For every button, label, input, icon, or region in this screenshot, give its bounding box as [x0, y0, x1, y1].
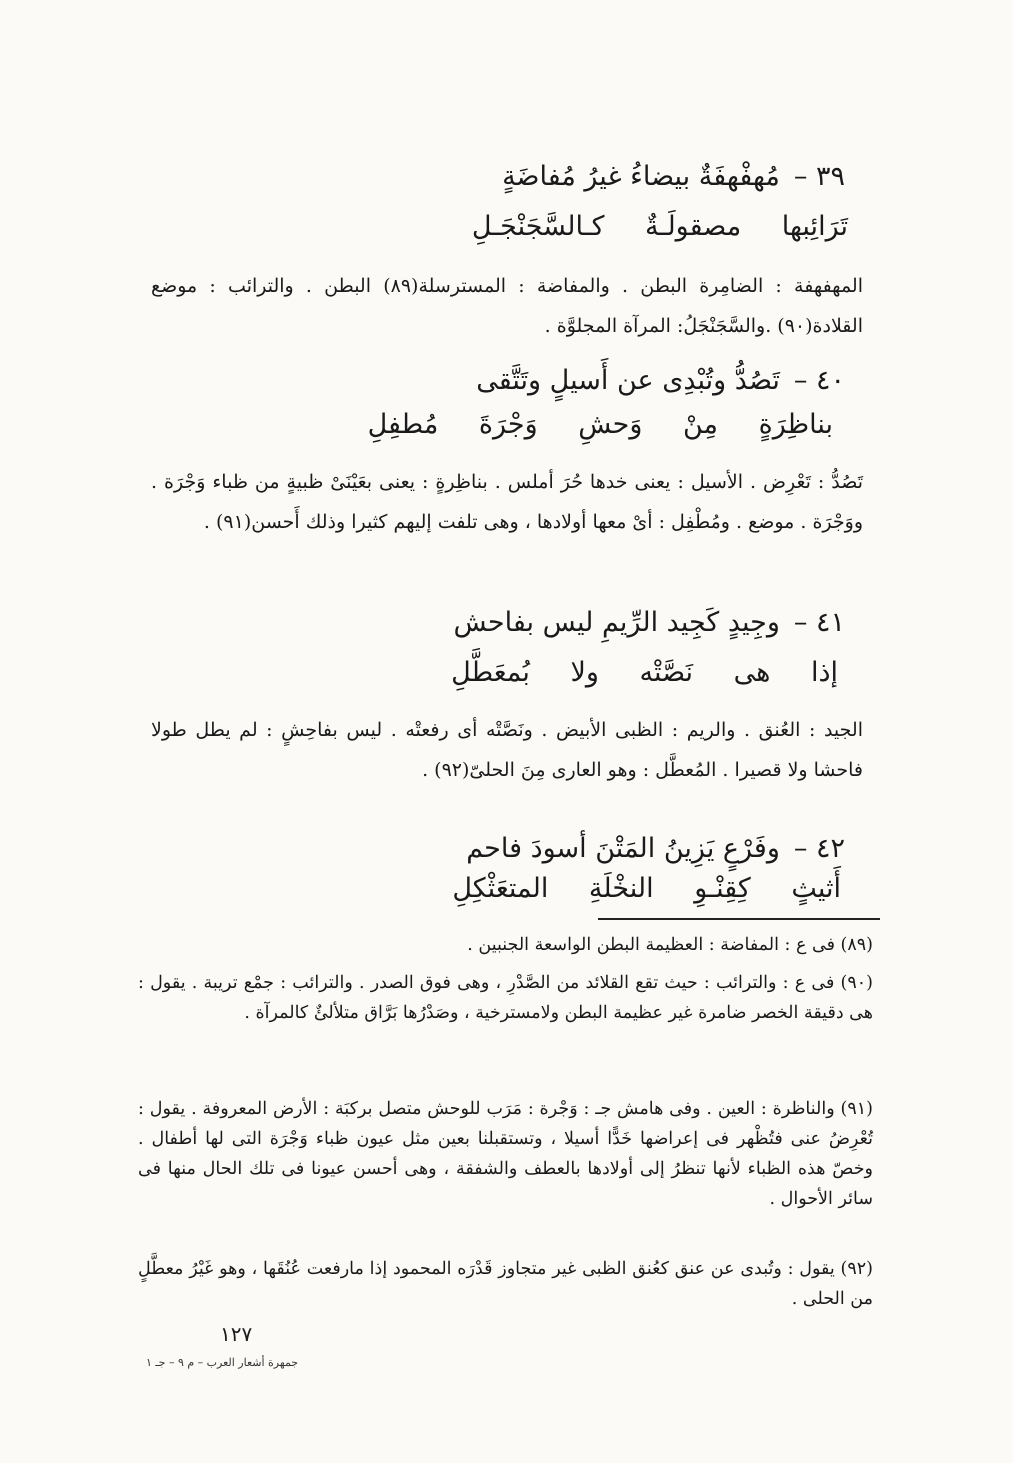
printer-signature: جمهرة أشعار العرب – م ٩ – جـ ١	[146, 1356, 299, 1369]
hemistich-1: وفَرْعٍ يَزِينُ المَتْنَ أسودَ فاحم	[466, 833, 780, 864]
verse-39-first-hemistich	[145, 160, 845, 194]
verse-42-first-hemistich	[145, 832, 845, 866]
verse-39-second-hemistich: تَرَائِبها مصقولَـةٌ كـالسَّجَنْجَـلِ	[471, 211, 848, 242]
footnote-92: (٩٢) يقول : وتُبدى عن عنق كعُنق الظبى غير متجاوز قَدْرَه المحمود إذا مارفعت عُنُقَها ، وهو غَيْرُ معطَّلٍ من الحلى .	[138, 1259, 873, 1309]
verse-40-second-hemistich: بناظِرَةٍ مِنْ وَحشِ وَجْرَةَ مُطفِلِ	[367, 409, 833, 440]
verse-number: ٣٩ –	[793, 161, 845, 192]
verse-number: ٤١ –	[793, 607, 845, 638]
verse-number: ٤٢ –	[793, 833, 845, 864]
footnote-separator	[598, 918, 880, 920]
verse-42-second-hemistich: أَثيثٍ كِقِنْـوِ النخْلَةِ المتعَثْكِلِ	[452, 873, 841, 904]
hemistich-1: وجِيدٍ كَجِيد الرِّيمِ ليس بفاحش	[453, 607, 780, 638]
verse-41-second-hemistich: إذا هى نَصَّتْه ولا بُمعَطَّلِ	[451, 657, 838, 688]
commentary-41: الجيد : العُنق . والريم : الظبى الأبيض . ونَصَّتْه أى رفعتْه . ليس بفاحِشٍ : لم يطل طولا فاحشا ولا قصيرا . المُعطَّل : وهو العارى مِنَ الحلىّ(٩٢) .	[151, 719, 863, 781]
hemistich-1: تَصُدُّ وتُبْدِى عن أَسيلٍ وتَتَّقى	[476, 365, 780, 396]
commentary-39: المهفهفة : الضامِرة البطن . والمفاضة : المسترسلة(٨٩) البطن . والترائب : موضع القلادة(٩٠) .والسَّجَنْجَلُ: المرآة المجلوَّة .	[151, 275, 863, 337]
verse-41-first-hemistich	[145, 606, 845, 640]
page-number: ١٢٧	[220, 1322, 253, 1346]
verse-number: ٤٠ –	[793, 365, 845, 396]
commentary-40: تَصُدُّ : تَعْرِض . الأسيل : يعنى خدها حُرَ أملس . بناظِرةٍ : يعنى بعَيْنَىْ ظبيةٍ من ظباء وَجْرَة . ووَجْرَة . موضع . ومُطْفِل : أىْ معها أولادها ، وهى تلفت إليهم كثيرا وذلك أَحسن(٩١) .	[151, 471, 863, 533]
hemistich-1: مُهفْهفَةٌ بيضاءُ غيرُ مُفاضَةٍ	[502, 161, 780, 192]
footnote-90: (٩٠) فى ع : والترائب : حيث تقع القلائد من الصَّدْرِ ، وهى فوق الصدر . والترائب : جمْع تريبة . يقول : هى دقيقة الخصر ضامرة غير عظيمة البطن ولامسترخية ، وصَدْرُها بَرَّاق متلألئٌ كالمرآة .	[138, 973, 873, 1023]
footnote-89: (٨٩) فى ع : المفاضة : العظيمة البطن الواسعة الجنبين .	[467, 935, 873, 955]
footnote-91: (٩١) والناظرة : العين . وفى هامش جـ : وَجْرة : مَرَب للوحش متصل بركبَة : الأرض المعروفة . يقول : تُعْرِضُ عنى فتُظْهر فى إعراضها خَدًّا أسيلا ، وتستقبلنا بعين مثل عيون ظباء وَجْرَة التى لها أطفال . وخصّ هذه الظباء لأنها تنظرُ إلى أولادها بالعطف والشفقة ، وهى أحسن عيونا فى تلك الحال منها فى سائر الأحوال .	[138, 1099, 873, 1209]
verse-40-first-hemistich	[145, 364, 845, 398]
